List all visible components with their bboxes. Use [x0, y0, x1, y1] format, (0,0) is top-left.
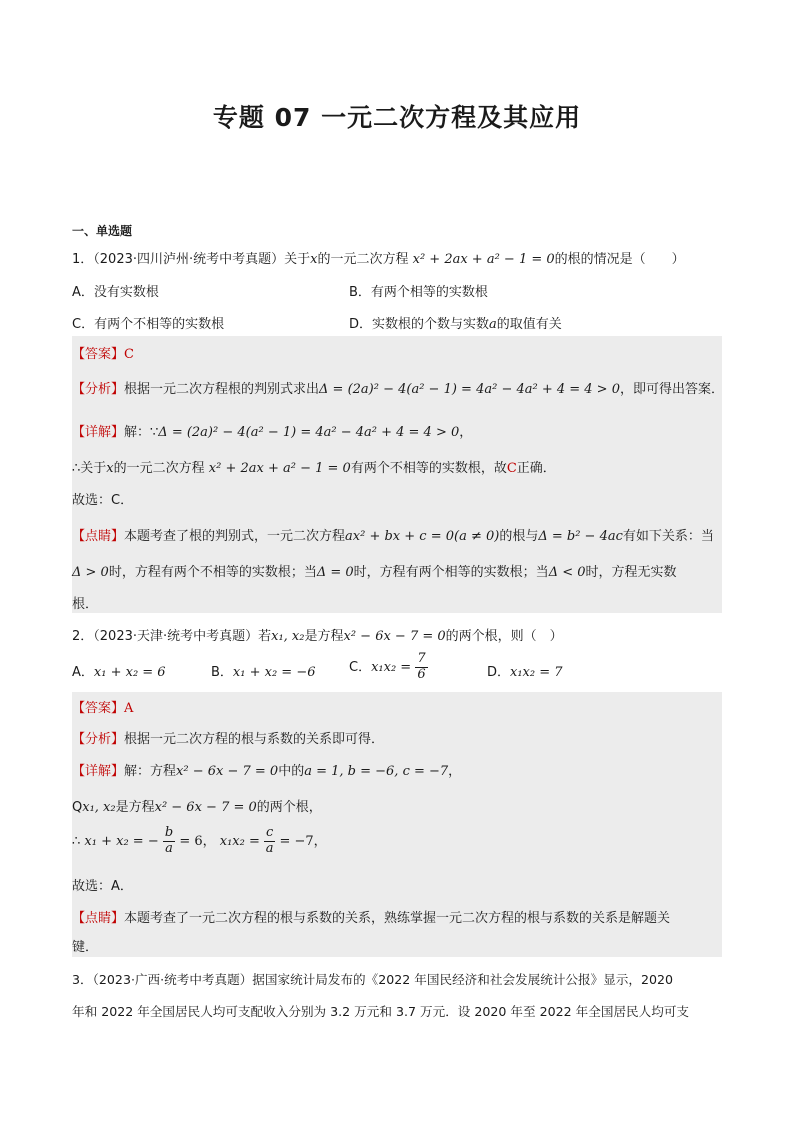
- q2-option-d: D．x₁x₂ = 7: [487, 665, 563, 680]
- q1-comment-line1: 【点睛】本题考查了根的判别式，一元二次方程ax² + bx + c = 0(a ≠ 0)的根与Δ = b² − 4ac有如下关系：当: [72, 529, 714, 544]
- q2-stem: 2．（2023·天津·统考中考真题）若x₁, x₂是方程x² − 6x − 7 = 0的两个根，则（ ）: [72, 629, 563, 644]
- q1-answer: 【答案】C: [72, 347, 134, 362]
- q2-choose: 故选：A．: [72, 879, 133, 894]
- section-heading: 一、单选题: [72, 224, 133, 238]
- q1-option-a: A．没有实数根: [72, 285, 159, 300]
- q2-detail-line3: ∴ x₁ + x₂ = − $\frac{b}{a}$ = 6， x₁x₂ = $\frac{c}{a}$ = −7，: [72, 825, 327, 856]
- page-title: 专题 07 一元二次方程及其应用: [212, 103, 582, 132]
- q1-detail-conclusion: ∴关于x的一元二次方程 x² + 2ax + a² − 1 = 0有两个不相等的实数根，故C正确．: [72, 461, 556, 476]
- q3-stem-line2: 年和 2022 年全国居民人均可支配收入分别为 3.2 万元和 3.7 万元．设 2020 年至 2022 年全国居民人均可支: [72, 1004, 690, 1019]
- q1-option-d: D．实数根的个数与实数a的取值有关: [349, 317, 562, 332]
- q2-option-c: C．x₁x₂ = $\frac{7}{6}$: [349, 651, 426, 682]
- q1-option-b: B．有两个相等的实数根: [349, 285, 488, 300]
- q2-answer: 【答案】A: [72, 701, 134, 716]
- q2-option-b: B．x₁ + x₂ = −6: [211, 665, 316, 680]
- q1-choose: 故选：C．: [72, 493, 134, 508]
- q1-comment-line3: 根．: [72, 597, 99, 612]
- q3-stem-line1: 3．（2023·广西·统考中考真题）据国家统计局发布的《2022 年国民经济和社会发展统计公报》显示，2020: [72, 972, 674, 987]
- q2-comment-line2: 键．: [72, 940, 99, 955]
- q1-option-c: C．有两个不相等的实数根: [72, 317, 225, 332]
- q2-comment-line1: 【点睛】本题考查了一元二次方程的根与系数的关系，熟练掌握一元二次方程的根与系数的关系是解题关: [72, 911, 671, 926]
- q1-analysis: 【分析】根据一元二次方程根的判别式求出Δ = (2a)² − 4(a² − 1) = 4a² − 4a² + 4 = 4 > 0，即可得出答案．: [72, 382, 724, 397]
- q2-detail-line2: Qx₁, x₂是方程x² − 6x − 7 = 0的两个根，: [72, 800, 322, 815]
- q2-analysis: 【分析】根据一元二次方程的根与系数的关系即可得．: [72, 732, 385, 747]
- q1-comment-line2: Δ > 0时，方程有两个不相等的实数根；当Δ = 0时，方程有两个相等的实数根；当Δ < 0时，方程无实数: [72, 565, 677, 580]
- q2-option-a: A．x₁ + x₂ = 6: [72, 665, 166, 680]
- q2-detail: 【详解】解：方程x² − 6x − 7 = 0中的a = 1, b = −6, c = −7，: [72, 764, 462, 779]
- q1-detail: 【详解】解：∵Δ = (2a)² − 4(a² − 1) = 4a² − 4a² + 4 = 4 > 0，: [72, 425, 473, 440]
- q1-stem: 1．（2023·四川泸州·统考中考真题）关于x的一元二次方程 x² + 2ax + a² − 1 = 0的根的情况是（ ）: [72, 252, 685, 267]
